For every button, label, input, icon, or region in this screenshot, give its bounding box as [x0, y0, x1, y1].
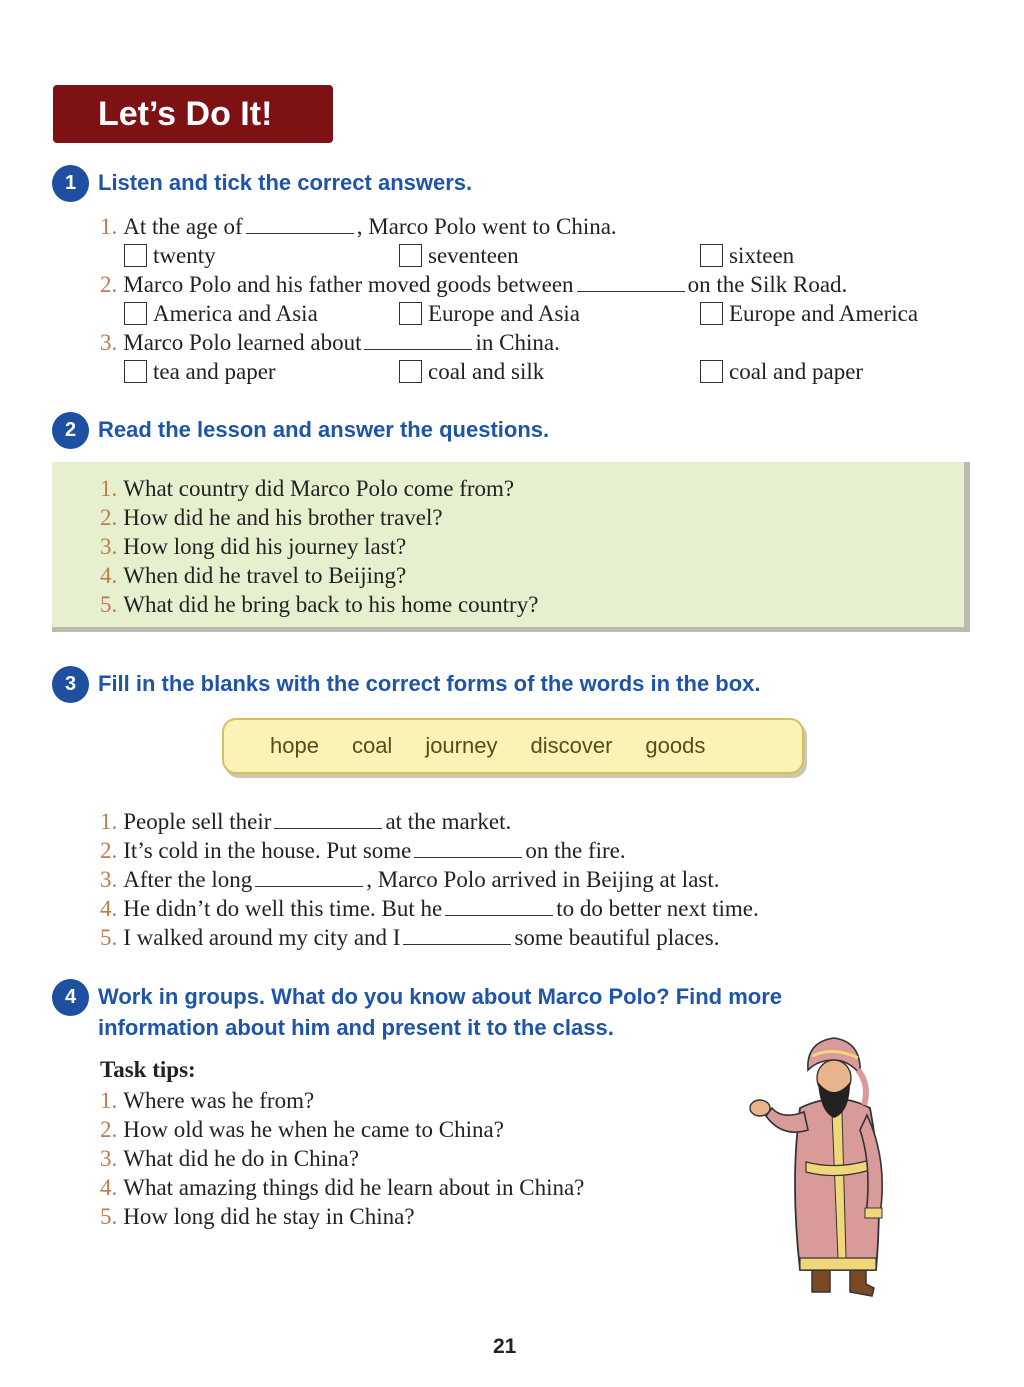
item-number: 1.	[100, 809, 118, 834]
sentence-text: People sell their	[123, 809, 272, 834]
list-item	[100, 474, 514, 503]
question-1	[100, 212, 617, 241]
answer-blank[interactable]	[255, 866, 363, 887]
tip-item	[100, 1202, 415, 1231]
option-checkbox[interactable]	[124, 357, 276, 386]
question-text: When did he travel to Beijing?	[123, 563, 407, 588]
checkbox[interactable]	[124, 360, 147, 383]
item-number: 1.	[100, 476, 118, 501]
item-number: 1.	[100, 1088, 118, 1113]
question-text: What country did Marco Polo come from?	[123, 476, 515, 501]
item-number: 5.	[100, 1204, 118, 1229]
item-number: 3.	[100, 534, 118, 559]
answer-blank[interactable]	[246, 213, 354, 234]
option-checkbox[interactable]	[124, 299, 318, 328]
tip-text: Where was he from?	[123, 1088, 315, 1113]
checkbox[interactable]	[399, 302, 422, 325]
question-2	[100, 270, 847, 299]
question-3	[100, 328, 560, 357]
checkbox[interactable]	[399, 244, 422, 267]
option-label: coal and paper	[729, 359, 864, 384]
option-checkbox[interactable]	[700, 299, 918, 328]
fill-in-item	[100, 894, 759, 923]
option-label: tea and paper	[153, 359, 276, 384]
answer-blank[interactable]	[403, 924, 511, 945]
item-number: 3.	[100, 1146, 118, 1171]
checkbox[interactable]	[700, 360, 723, 383]
word-coal: coal	[351, 733, 393, 758]
option-label: seventeen	[428, 243, 519, 268]
tip-text: What amazing things did he learn about in China?	[123, 1175, 585, 1200]
sentence-text: on the fire.	[525, 838, 626, 863]
fill-in-item	[100, 807, 511, 836]
section-number-badge: 4	[52, 979, 89, 1016]
sentence-text: at the market.	[385, 809, 512, 834]
section-title: Fill in the blanks with the correct forms of the words in the box.	[98, 671, 761, 696]
option-label: Europe and America	[729, 301, 919, 326]
option-checkbox[interactable]	[700, 241, 794, 270]
list-item	[100, 503, 443, 532]
question-text: in China.	[475, 330, 560, 355]
tip-text: What did he do in China?	[123, 1146, 359, 1171]
word-discover: discover	[530, 733, 613, 758]
fill-in-item	[100, 836, 626, 865]
answer-blank[interactable]	[414, 837, 522, 858]
option-checkbox[interactable]	[700, 357, 863, 386]
section-title-line-2: information about him and present it to the class.	[98, 1015, 614, 1040]
section-title-line-1: Work in groups. What do you know about Marco Polo? Find more	[98, 984, 783, 1009]
option-label: America and Asia	[153, 301, 318, 326]
question-text: How did he and his brother travel?	[123, 505, 443, 530]
fill-in-item	[100, 865, 720, 894]
word-goods: goods	[645, 733, 706, 758]
list-item	[100, 561, 406, 590]
section-1-heading	[52, 165, 472, 202]
task-tips-label: Task tips:	[100, 1057, 196, 1082]
answer-blank[interactable]	[274, 808, 382, 829]
item-number: 4.	[100, 563, 118, 588]
tip-item	[100, 1173, 584, 1202]
tip-item	[100, 1086, 314, 1115]
option-label: twenty	[153, 243, 216, 268]
checkbox[interactable]	[124, 302, 147, 325]
question-text: How long did his journey last?	[123, 534, 407, 559]
item-number: 5.	[100, 592, 118, 617]
item-number: 2.	[100, 272, 118, 297]
sentence-text: some beautiful places.	[514, 925, 720, 950]
item-number: 2.	[100, 1117, 118, 1142]
option-label: sixteen	[729, 243, 795, 268]
item-number: 4.	[100, 896, 118, 921]
answer-blank[interactable]	[445, 895, 553, 916]
sentence-text: , Marco Polo arrived in Beijing at last.	[366, 867, 720, 892]
list-item	[100, 532, 406, 561]
section-title: Read the lesson and answer the questions.	[98, 417, 550, 442]
question-text: What did he bring back to his home country?	[123, 592, 539, 617]
item-number: 5.	[100, 925, 118, 950]
option-checkbox[interactable]	[399, 241, 519, 270]
sentence-text: I walked around my city and I	[123, 925, 401, 950]
tip-item	[100, 1115, 504, 1144]
item-number: 2.	[100, 505, 118, 530]
option-label: Europe and Asia	[428, 301, 581, 326]
section-title	[98, 979, 782, 1043]
question-text: on the Silk Road.	[687, 272, 848, 297]
option-checkbox[interactable]	[124, 241, 216, 270]
checkbox[interactable]	[124, 244, 147, 267]
word-box	[222, 718, 804, 774]
answer-blank[interactable]	[364, 329, 472, 350]
section-title: Listen and tick the correct answers.	[98, 170, 473, 195]
item-number: 2.	[100, 838, 118, 863]
lesson-banner: Let’s Do It!	[53, 85, 333, 143]
checkbox[interactable]	[700, 244, 723, 267]
sentence-text: to do better next time.	[556, 896, 759, 921]
checkbox[interactable]	[700, 302, 723, 325]
option-checkbox[interactable]	[399, 357, 544, 386]
section-2-heading	[52, 412, 549, 449]
section-4-heading	[52, 979, 782, 1043]
word-hope: hope	[270, 733, 319, 758]
item-number: 4.	[100, 1175, 118, 1200]
section-number-badge: 1	[52, 165, 89, 202]
sentence-text: After the long	[123, 867, 253, 892]
tip-text: How long did he stay in China?	[123, 1204, 415, 1229]
page-number: 21	[493, 1335, 517, 1358]
question-text: Marco Polo learned about	[123, 330, 362, 355]
list-item	[100, 590, 538, 619]
tip-text: How old was he when he came to China?	[123, 1117, 504, 1142]
question-text: Marco Polo and his father moved goods between	[123, 272, 574, 297]
sentence-text: He didn’t do well this time. But he	[123, 896, 443, 921]
item-number: 3.	[100, 330, 118, 355]
checkbox[interactable]	[399, 360, 422, 383]
section-3-heading	[52, 666, 761, 703]
answer-blank[interactable]	[577, 271, 685, 292]
item-number: 3.	[100, 867, 118, 892]
word-journey: journey	[425, 733, 498, 758]
section-number-badge: 3	[52, 666, 89, 703]
item-number: 1.	[100, 214, 118, 239]
sentence-text: It’s cold in the house. Put some	[123, 838, 412, 863]
option-checkbox[interactable]	[399, 299, 580, 328]
tip-item	[100, 1144, 359, 1173]
question-text: , Marco Polo went to China.	[356, 214, 617, 239]
section-number-badge: 2	[52, 412, 89, 449]
question-text: At the age of	[123, 214, 243, 239]
fill-in-item	[100, 923, 719, 952]
marco-polo-illustration	[742, 1030, 892, 1305]
option-label: coal and silk	[428, 359, 545, 384]
